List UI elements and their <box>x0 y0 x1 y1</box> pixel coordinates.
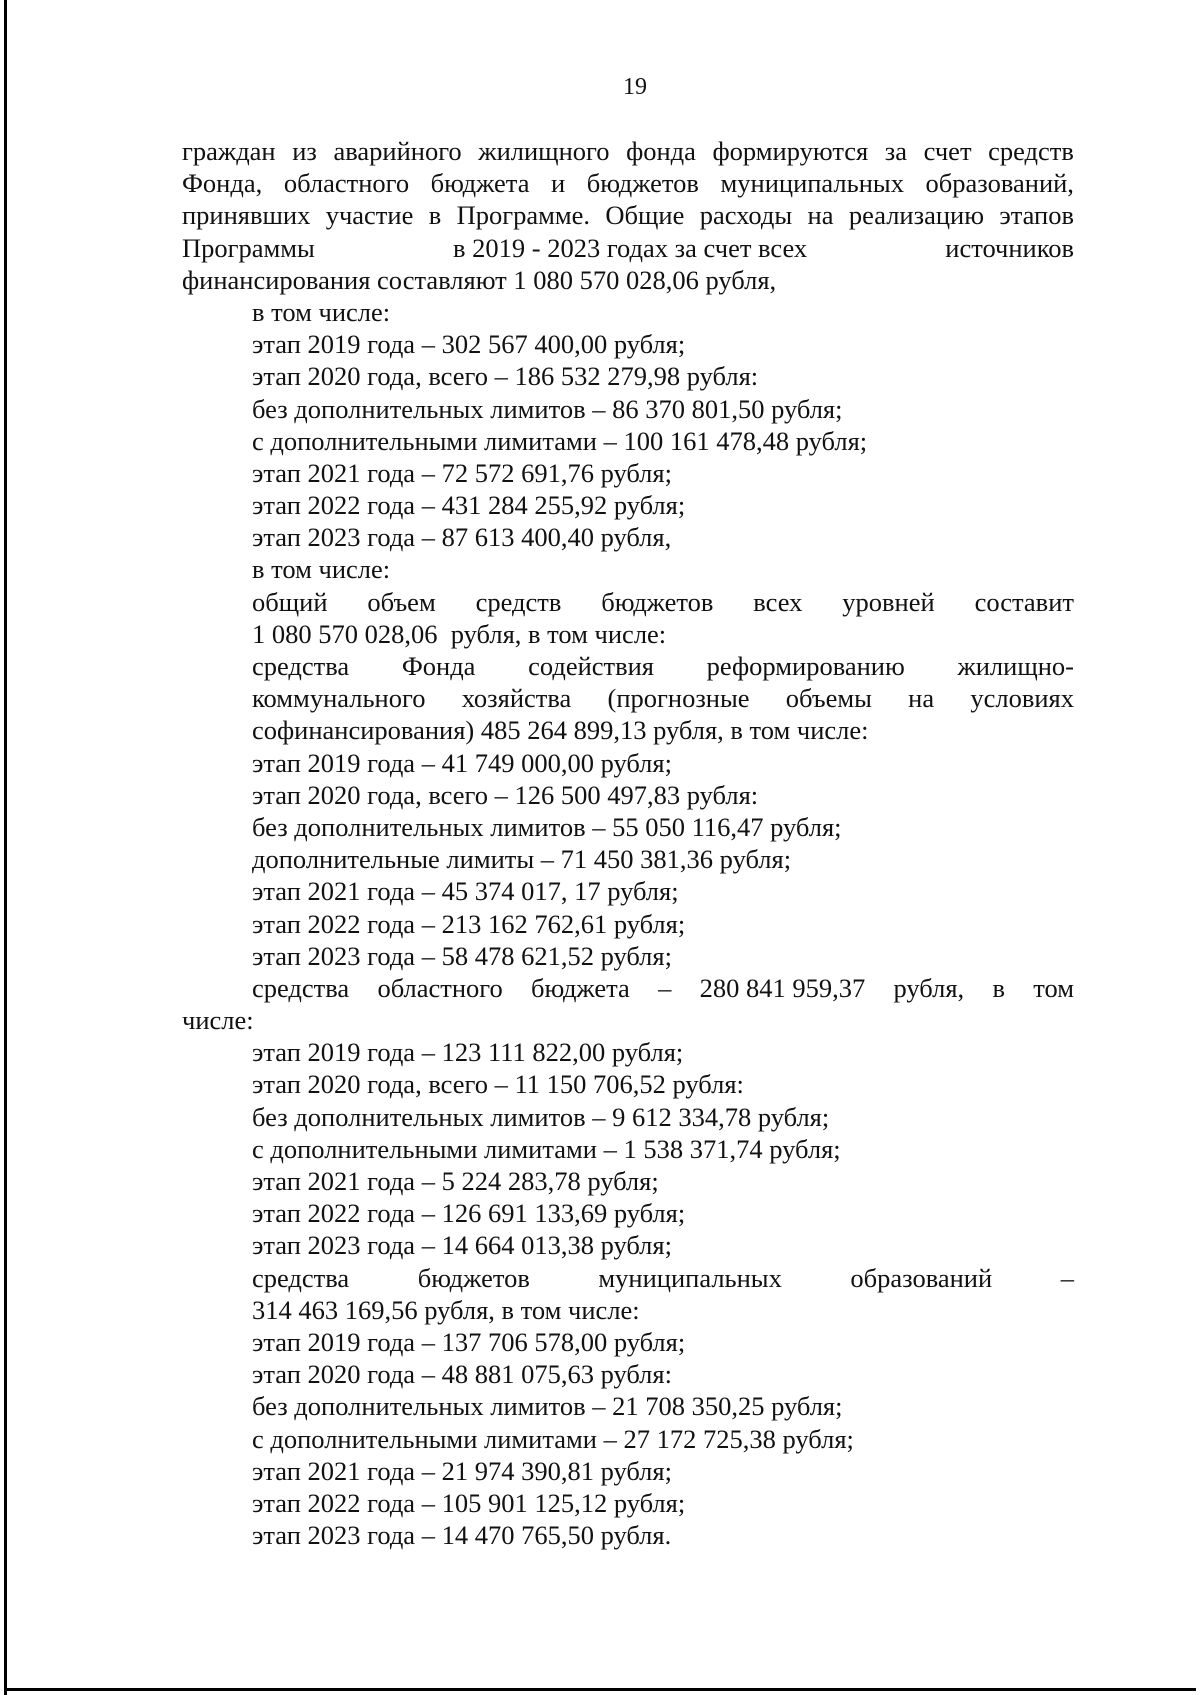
word: Фонда <box>401 651 476 681</box>
word: хозяйства <box>461 683 572 714</box>
word: бюджета <box>430 168 530 199</box>
word: условиях <box>970 683 1074 714</box>
scan-border-bottom <box>4 1688 1196 1691</box>
word: – <box>658 972 672 1003</box>
word: бюджетов <box>586 168 699 199</box>
word: средства <box>252 1262 350 1293</box>
text-line <box>182 135 1074 167</box>
word: средств <box>475 586 562 617</box>
word: в 2019 - 2023 годах за счет всех <box>453 232 808 263</box>
word: Фонда, <box>182 168 263 199</box>
word: жилищного <box>478 136 610 166</box>
word: этапов <box>999 200 1074 231</box>
list-item: этап 2021 года – 21 974 390,81 рубля; <box>252 1455 672 1486</box>
list-item: этап 2019 года – 137 706 578,00 рубля; <box>252 1326 686 1357</box>
word: общий <box>252 586 328 617</box>
fund-stages-list <box>182 747 1074 972</box>
text-line <box>182 586 1074 618</box>
list-item: с дополнительными лимитами – 100 161 478,48 рубля; <box>252 425 868 456</box>
text-line <box>182 199 1074 231</box>
word: составит <box>974 586 1074 617</box>
text-line <box>182 972 1074 1004</box>
word: образований, <box>925 168 1074 199</box>
totals-list <box>182 296 1074 586</box>
text-line <box>182 1262 1074 1294</box>
word: участие <box>325 200 414 231</box>
list-item: в том числе: <box>252 296 391 327</box>
list-item: этап 2022 года – 105 901 125,12 рубля; <box>252 1487 686 1518</box>
word: образований <box>850 1262 993 1293</box>
word: содействия <box>528 651 654 681</box>
list-item: с дополнительными лимитами – 27 172 725,38 рубля; <box>252 1423 854 1454</box>
word: средства <box>252 651 350 681</box>
word: жилищно- <box>957 651 1074 681</box>
word: муниципальных <box>598 1262 782 1293</box>
list-item: этап 2023 года – 14 470 765,50 рубля. <box>252 1520 672 1551</box>
text-line <box>182 650 1074 682</box>
word: бюджетов <box>601 586 714 617</box>
list-item: этап 2023 года – 87 613 400,40 рубля, <box>252 522 672 553</box>
intro-paragraph <box>182 135 1074 264</box>
list-item: этап 2020 года, всего – 126 500 497,83 рубля: <box>252 779 759 810</box>
text-line <box>182 232 1074 264</box>
text-line <box>182 682 1074 714</box>
word: средств <box>988 136 1074 166</box>
word: муниципальных <box>720 168 904 199</box>
word: Программы <box>182 232 315 263</box>
word: бюджета <box>531 972 630 1003</box>
text-line: числе: <box>182 1005 254 1036</box>
word: коммунального <box>252 683 426 714</box>
list-item: без дополнительных лимитов – 9 612 334,78 рубля; <box>252 1101 830 1132</box>
list-item: этап 2021 года – 45 374 017, 17 рубля; <box>252 876 679 907</box>
word: фонда <box>626 136 696 166</box>
list-item: в том числе: <box>252 554 391 585</box>
text-line: финансирования составляют 1 080 570 028,06 рубля, <box>182 264 777 295</box>
list-item: этап 2022 года – 126 691 133,69 рубля; <box>252 1198 686 1229</box>
word: в <box>992 972 1005 1003</box>
list-item: этап 2022 года – 431 284 255,92 рубля; <box>252 490 686 521</box>
list-item: дополнительные лимиты – 71 450 381,36 рубля; <box>252 844 792 875</box>
page-number: 19 <box>623 74 647 100</box>
list-item: этап 2020 года, всего – 186 532 279,98 рубля: <box>252 361 759 392</box>
word: всех <box>753 586 803 617</box>
list-item: без дополнительных лимитов – 55 050 116,47 рубля; <box>252 811 842 842</box>
word: объемы <box>785 683 872 714</box>
word: том <box>1033 972 1074 1003</box>
word: и <box>551 168 566 199</box>
word: расходы <box>699 200 793 231</box>
list-item: этап 2022 года – 213 162 762,61 рубля; <box>252 908 686 939</box>
word: в <box>428 200 442 231</box>
list-item: без дополнительных лимитов – 86 370 801,50 рубля; <box>252 393 843 424</box>
list-item: этап 2023 года – 14 664 013,38 рубля; <box>252 1230 672 1261</box>
list-item: этап 2021 года – 72 572 691,76 рубля; <box>252 457 672 488</box>
list-item: этап 2019 года – 123 111 822,00 рубля; <box>252 1037 684 1068</box>
list-item: этап 2019 года – 41 749 000,00 рубля; <box>252 747 672 778</box>
word: уровней <box>842 586 935 617</box>
word: принявших <box>182 200 311 231</box>
word: граждан <box>182 136 276 166</box>
list-item: этап 2020 года – 48 881 075,63 рубля: <box>252 1359 672 1390</box>
word: 280 841 959,37 <box>699 972 866 1003</box>
word: бюджетов <box>417 1262 530 1293</box>
word: областного <box>377 972 503 1003</box>
word: реформированию <box>706 651 905 681</box>
word: источников <box>945 232 1074 263</box>
text-line <box>182 167 1074 199</box>
word: на <box>908 683 935 714</box>
word: счет <box>923 136 972 166</box>
regional-stages-list <box>182 1036 1074 1261</box>
word: средства <box>252 972 350 1003</box>
word: из <box>292 136 317 166</box>
list-item: этап 2020 года, всего – 11 150 706,52 рубля: <box>252 1069 744 1100</box>
word: рубля, <box>893 972 965 1003</box>
word: Общие <box>605 200 685 231</box>
word: формируются <box>712 136 869 166</box>
word: (прогнозные <box>607 683 750 714</box>
text-line: 314 463 169,56 рубля, в том числе: <box>252 1294 640 1325</box>
list-item: этап 2019 года – 302 567 400,00 рубля; <box>252 329 686 360</box>
word: Программе. <box>456 200 591 231</box>
scan-border-left <box>4 0 7 1695</box>
word: аварийного <box>333 136 462 166</box>
text-line: софинансирования) 485 264 899,13 рубля, в том числе: <box>252 715 869 746</box>
document-body <box>182 135 1074 1551</box>
word: на <box>807 200 834 231</box>
word: – <box>1060 1262 1074 1293</box>
list-item: этап 2023 года – 58 478 621,52 рубля; <box>252 940 672 971</box>
word: за <box>884 136 908 166</box>
list-item: этап 2021 года – 5 224 283,78 рубля; <box>252 1166 659 1196</box>
text-line: 1 080 570 028,06 рубля, в том числе: <box>252 618 667 649</box>
list-item: с дополнительными лимитами – 1 538 371,74 рубля; <box>252 1133 841 1164</box>
word: реализацию <box>848 200 984 231</box>
word: объем <box>367 586 436 617</box>
word: областного <box>283 168 410 199</box>
municipal-stages-list <box>182 1326 1074 1551</box>
list-item: без дополнительных лимитов – 21 708 350,25 рубля; <box>252 1391 843 1422</box>
